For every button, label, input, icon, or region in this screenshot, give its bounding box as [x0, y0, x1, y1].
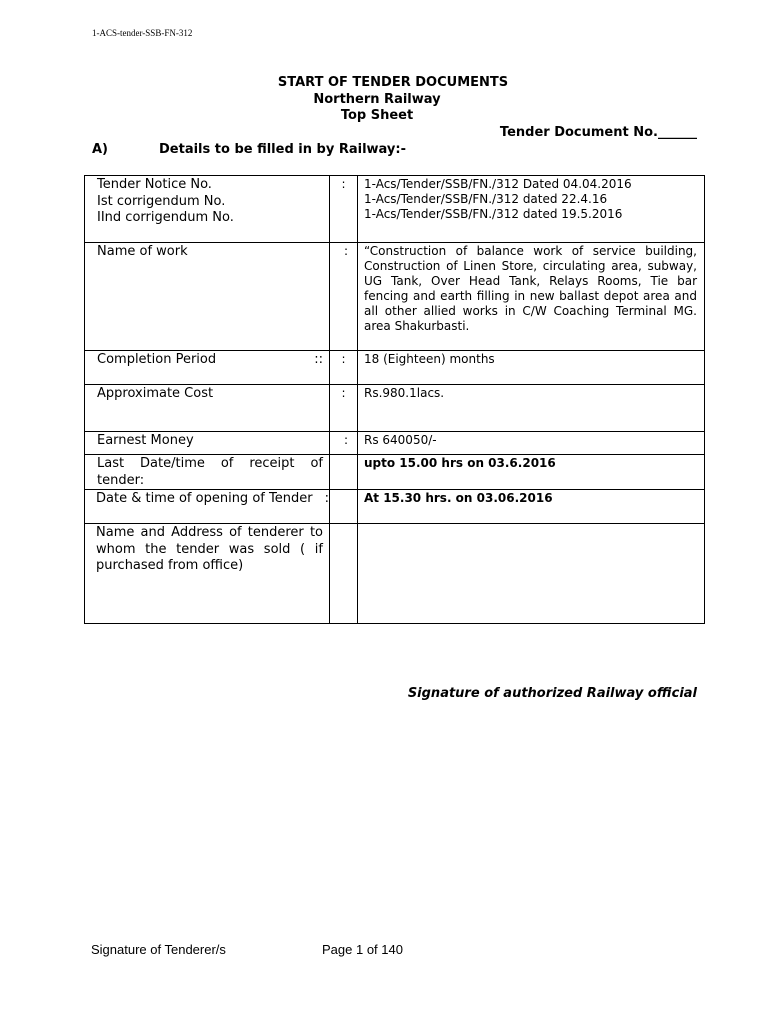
colon-cell: : — [330, 385, 358, 432]
tender-document-number: Tender Document No.______ — [499, 125, 697, 140]
colon-cell: : — [330, 432, 358, 455]
colon-cell: : — [330, 243, 358, 351]
earnest-money-label: Earnest Money — [85, 432, 330, 455]
table-row — [85, 490, 705, 524]
opening-date-value: At 15.30 hrs. on 03.06.2016 — [358, 490, 705, 524]
completion-period-value: 18 (Eighteen) months — [358, 351, 705, 385]
table-row — [85, 176, 705, 243]
colon-cell — [330, 490, 358, 524]
table-row — [85, 385, 705, 432]
opening-date-label: Date & time of opening of Tender — [96, 491, 313, 506]
section-title: Details to be filled in by Railway:- — [159, 142, 406, 157]
colon-cell: : — [330, 176, 358, 243]
table-row — [85, 524, 705, 624]
opening-date-cell — [85, 490, 330, 524]
colon-cell: : — [330, 351, 358, 385]
table-row — [85, 455, 705, 490]
approximate-cost-value: Rs.980.1lacs. — [358, 385, 705, 432]
organization-name: Northern Railway — [313, 92, 441, 107]
tenderer-signature: Signature of Tenderer/s — [91, 942, 226, 957]
second-corrigendum-value: 1-Acs/Tender/SSB/FN./312 dated 19.5.2016 — [364, 207, 623, 221]
tender-notice-value: 1-Acs/Tender/SSB/FN./312 Dated 04.04.2016 — [364, 177, 632, 191]
completion-period-cell — [85, 351, 330, 385]
document-title: START OF TENDER DOCUMENTS — [277, 75, 509, 90]
tender-details-table — [84, 175, 705, 624]
table-row — [85, 243, 705, 351]
table-row — [85, 432, 705, 455]
first-corrigendum-value: 1-Acs/Tender/SSB/FN./312 dated 22.4.16 — [364, 192, 608, 206]
approximate-cost-label: Approximate Cost — [85, 385, 330, 432]
label-colon: :: — [314, 352, 323, 367]
name-of-work-value: “Construction of balance work of service building, Construction of Linen Store, circulating area, subway, UG Tank, Over Head Tank, Relays Rooms, Tie bar fencing and earth filling in new ballast depot area and all other allied works in C/W Coaching Terminal MG. area Shakurbasti. — [358, 243, 705, 351]
colon-cell — [330, 524, 358, 624]
railway-official-signature: Signature of authorized Railway official — [407, 686, 697, 701]
second-corrigendum-label: IInd corrigendum No. — [97, 210, 234, 225]
tender-notice-label: Tender Notice No. — [97, 177, 212, 192]
earnest-money-value: Rs 640050/- — [358, 432, 705, 455]
document-reference: 1-ACS-tender-SSB-FN-312 — [92, 28, 193, 38]
tenderer-label: Name and Address of tenderer to whom the tender was sold ( if purchased from office) — [85, 524, 330, 624]
name-of-work-label: Name of work — [85, 243, 330, 351]
page-number: Page 1 of 140 — [322, 942, 403, 957]
tender-notice-values — [358, 176, 705, 243]
completion-period-label: Completion Period — [97, 352, 217, 367]
tender-notice-labels — [85, 176, 330, 243]
section-heading — [92, 142, 406, 157]
tenderer-value — [358, 524, 705, 624]
first-corrigendum-label: Ist corrigendum No. — [97, 193, 226, 209]
section-label: A) — [92, 142, 109, 157]
colon-cell — [330, 455, 358, 490]
label-colon: : — [324, 491, 329, 506]
last-date-value: upto 15.00 hrs on 03.6.2016 — [358, 455, 705, 490]
last-date-label: Last Date/time of receipt of tender: — [85, 455, 330, 490]
sheet-title: Top Sheet — [340, 108, 414, 123]
table-row — [85, 351, 705, 385]
